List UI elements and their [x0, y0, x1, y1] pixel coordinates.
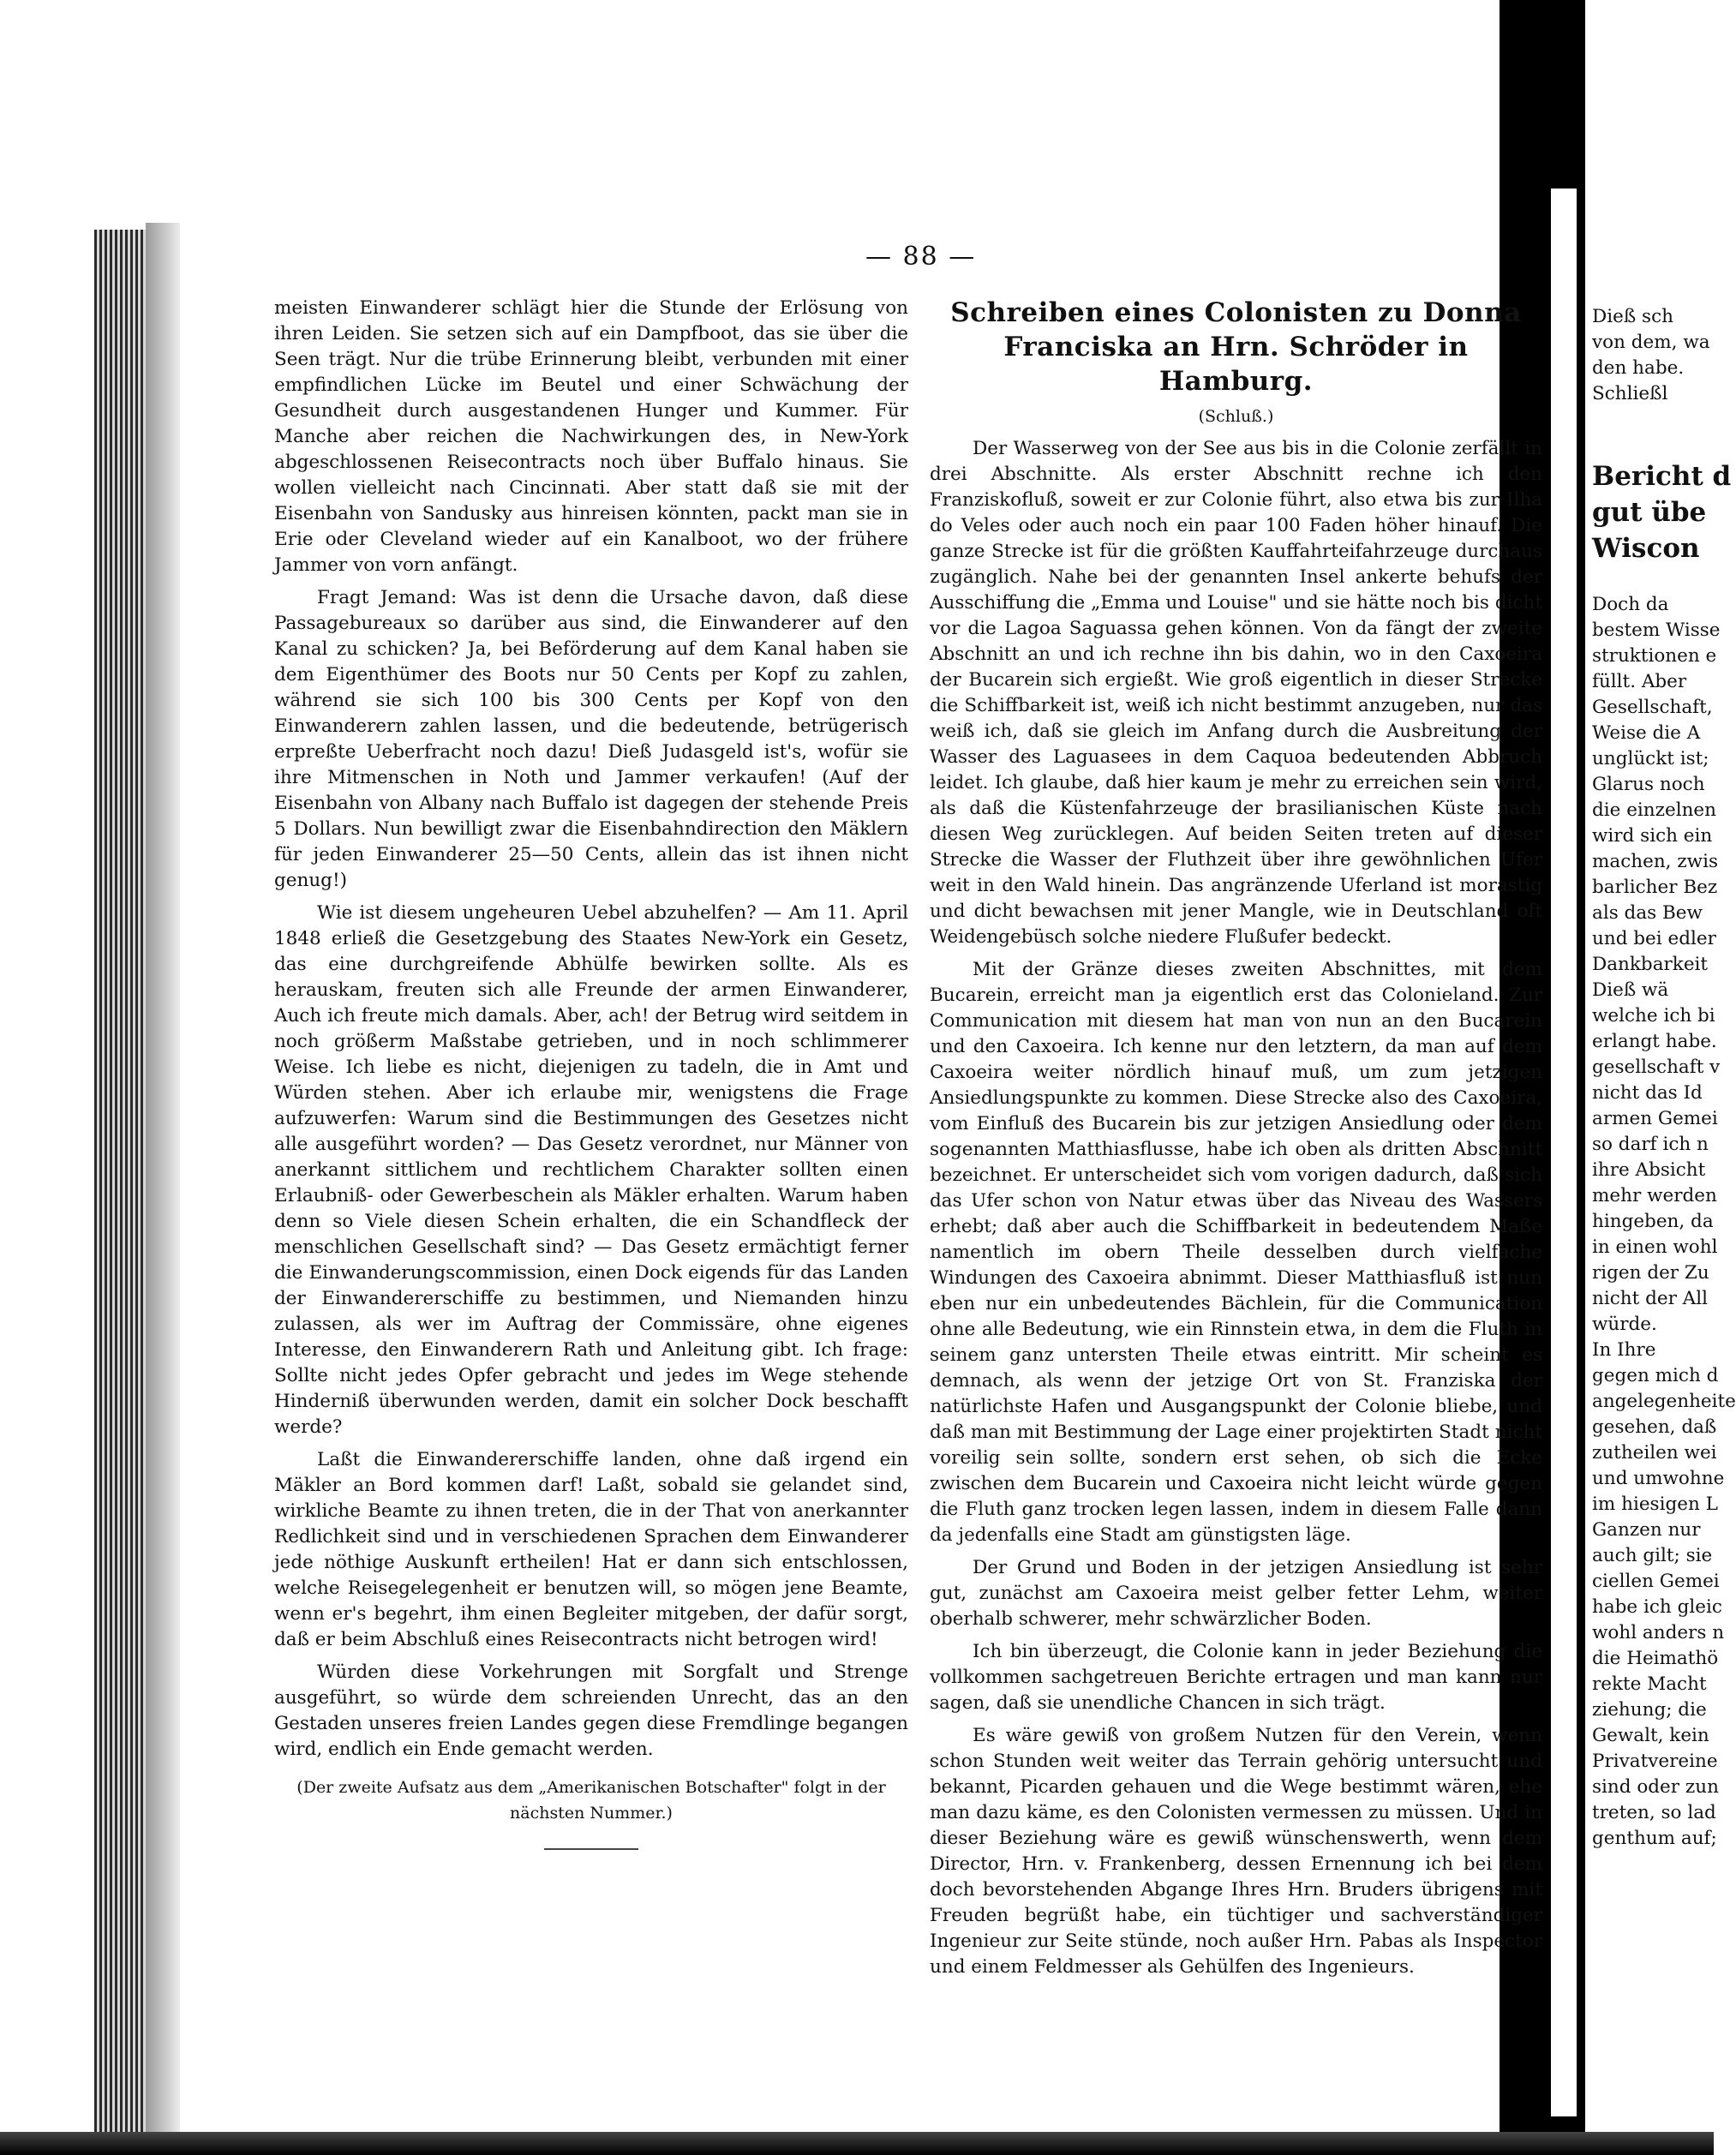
right-column-line: die einzelnen: [1592, 799, 1716, 821]
right-column-line: angelegenheite: [1592, 1391, 1736, 1412]
right-column-line: und bei edler: [1592, 928, 1716, 949]
right-column-line: ihre Absicht: [1592, 1159, 1706, 1181]
right-column-line: barlicher Bez: [1592, 877, 1718, 898]
right-column-line: als das Bew: [1592, 902, 1703, 924]
right-column-line: wird sich ein: [1592, 825, 1713, 847]
left-footnote: (Der zweite Aufsatz aus dem „Amerikanischen Botschafter" folgt in der nächsten Nummer.): [296, 1778, 886, 1823]
left-column: [274, 296, 908, 1850]
right-column-headline-line: Bericht d: [1592, 461, 1732, 492]
right-column-line: Glarus noch: [1592, 774, 1705, 795]
right-column-line: struktionen e: [1592, 645, 1717, 667]
right-column-line: Dieß wä: [1592, 979, 1669, 1001]
right-column-line: Schließl: [1592, 383, 1668, 404]
spine-gap: [1551, 189, 1577, 2116]
right-column-line: rekte Macht: [1592, 1673, 1707, 1695]
right-column-line: im hiesigen L: [1592, 1494, 1718, 1515]
right-column-line: nicht der All: [1592, 1288, 1708, 1309]
right-column-line: Ganzen nur: [1592, 1519, 1701, 1541]
right-column-line: [1592, 407, 1714, 433]
right-column-line: nicht das Id: [1592, 1082, 1703, 1104]
right-column-line: welche ich bi: [1592, 1005, 1715, 1027]
right-column-line: habe ich gleic: [1592, 1596, 1722, 1618]
left-paragraph-5: Würden diese Vorkehrungen mit Sorgfalt und Strenge ausgeführt, so würde dem schreienden Unrecht, das an den Gestaden unseres freien Landes gegen diese Fremdlinge begangen wird, endlich ein Ende gemacht werden.: [274, 1661, 908, 1760]
right-column-line: mehr werden: [1592, 1185, 1717, 1206]
right-column-line: sind oder zun: [1592, 1776, 1719, 1798]
right-column-line: machen, zwis: [1592, 851, 1718, 872]
page-number: — 88 —: [865, 242, 977, 272]
right-column-line: Gewalt, kein: [1592, 1725, 1709, 1746]
right-column-line: Dieß sch: [1592, 306, 1673, 327]
middle-paragraph-2: Mit der Gränze dieses zweiten Abschnittes, mit dem Bucarein, erreicht man ja eigentlich erst das Colonieland. Zur Communication mit diesem hat man von nun an den Bucarein und den Caxoeira. Ich kenne nur den letztern, da man auf dem Caxoeira weiter nördlich hinauf muß, um zum jetzigen Ansiedlungspunkte zu kommen. Diese Strecke also des Caxoeira, vom Einfluß des Bucarein bis zur jetzigen Ansiedlung oder dem sogenannten Matthiasflusse, habe ich oben als dritten Abschnitt bezeichnet. Er unterscheidet sich vom vorigen dadurch, daß sich das Ufer schon von Natur etwas über das Niveau des Wassers erhebt; daß aber auch die Schiffbarkeit in bedeutendem Maße namentlich im obern Theile desselben durch vielfache Windungen des Caxoeira abnimmt. Dieser Matthiasfluß ist nun eben nur ein unbedeutendes Bächlein, für die Communication ohne alle Bedeutung, wie ein Rinnstein etwa, in dem die Fluth in seinem ganz untersten Theile etwas eintritt. Mir scheint es demnach, als wenn der jetzige Ort von St. Franziska der natürlichste Hafen und Ausgangspunkt der Colonie bliebe, und daß man mit Bestimmung der Lage einer projektirten Stadt nicht voreilig sein sollte, sondern erst sehen, ob sich die Ecke zwischen dem Bucarein und Caxoeira nicht leicht würde gegen die Fluth ganz trocken legen lassen, indem in diesem Falle dann da jedenfalls eine Stadt am günstigsten läge.: [930, 959, 1542, 1546]
middle-column: [930, 296, 1542, 1987]
right-column-line: so darf ich n: [1592, 1134, 1709, 1155]
middle-paragraph-1: Der Wasserweg von der See aus bis in die Colonie zerfällt in drei Abschnitte. Als erster Abschnitt rechne ich den Franziskofluß, soweit er zur Colonie führt, also etwa bis zur Ilha do Veles oder auch noch ein paar 100 Faden höher hinauf. Die ganze Strecke ist für die größten Kauffahrteifahrzeuge durchaus zugänglich. Nahe bei der genannten Insel ankerte behufs der Ausschiffung die „Emma und Louise" und sie hätte noch bis dicht vor die Lagoa Saguassa gehen können. Von da fängt der zweite Abschnitt an und ich rechne ihn bis dahin, wo in den Caxoeira der Bucarein sich ergießt. Wie groß eigentlich in dieser Strecke die Schiffbarkeit ist, weiß ich nicht bestimmt anzugeben, nur das weiß ich, daß sie gleich im Anfang durch die Ausbreitung der Wasser des Laguasees in dem Caquoa bedeutenden Abbruch leidet. Ich glaube, daß hier kaum je mehr zu erreichen sein wird, als daß die Küstenfahrzeuge der brasilianischen Küste nach diesen Weg zurücklegen. Auf beiden Seiten treten auf dieser Strecke die Wasser der Fluthzeit über ihre gewöhnlichen Ufer weit in den Wald hinein. Das angränzende Uferland ist morastig und dicht bewachsen mit jener Mangle, wie in Deutschland oft Weidengebüsch solche niedere Flußufer bedeckt.: [930, 438, 1542, 948]
right-column-line: treten, so lad: [1592, 1802, 1716, 1823]
right-column-line: genthum auf;: [1592, 1828, 1717, 1849]
page-gutter-shadow: [146, 223, 180, 2151]
right-column-line: unglückt ist;: [1592, 748, 1709, 769]
right-column-line: In Ihre: [1592, 1339, 1656, 1361]
article-headline: Schreiben eines Colonisten zu Donna Franciska an Hrn. Schröder in Hamburg.: [950, 297, 1522, 397]
middle-paragraph-4: Ich bin überzeugt, die Colonie kann in jeder Beziehung die vollkommen sachgetreuen Berichte ertragen und man kann nur sagen, daß sie unendliche Chancen in sich trägt.: [930, 1641, 1542, 1714]
section-divider: [544, 1848, 638, 1850]
right-column-line: Gesellschaft,: [1592, 697, 1713, 718]
right-column-line: würde.: [1592, 1314, 1657, 1335]
right-column-line: auch gilt; sie: [1592, 1545, 1713, 1566]
right-column-line: wohl anders n: [1592, 1622, 1725, 1643]
right-column-line: gegen mich d: [1592, 1365, 1719, 1386]
right-column-line: die Heimathö: [1592, 1648, 1719, 1669]
right-column-line: Doch da: [1592, 594, 1669, 615]
right-column-line: von dem, wa: [1592, 332, 1710, 353]
right-column-line: füllt. Aber: [1592, 671, 1687, 692]
right-column-line: gesellschaft v: [1592, 1057, 1721, 1078]
right-column-line: armen Gemei: [1592, 1108, 1718, 1129]
right-column-line: hingeben, da: [1592, 1211, 1714, 1232]
right-column-line: ziehung; die: [1592, 1699, 1707, 1721]
right-column-line: Weise die A: [1592, 722, 1701, 744]
right-column-line: [1592, 566, 1714, 592]
right-column-headline-line: Wiscon: [1592, 533, 1700, 564]
right-column-line: gesehen, daß: [1592, 1416, 1717, 1438]
book-page-edges: [94, 230, 146, 2149]
left-paragraph-2: Fragt Jemand: Was ist denn die Ursache davon, daß diese Passagebureaux so darüber aus sind, die Einwanderer auf den Kanal zu schicken? Ja, bei Beförderung auf dem Kanal haben sie dem Eigenthümer des Boots nur 50 Cents per Kopf zu zahlen, während sie sich 100 bis 300 Cents per Kopf von den Einwanderern zahlen lassen, und die bedeutende, betrügerisch erpreßte Ueberfracht noch dazu! Dieß Judasgeld ist's, wofür sie ihre Mitmenschen in Noth und Jammer verkaufen! (Auf der Eisenbahn von Albany nach Buffalo ist dagegen der stehende Preis 5 Dollars. Nun bewilligt zwar die Eisenbahndirection den Mäklern für jeden Einwanderer 25—50 Cents, allein das ist ihnen nicht genug!): [274, 587, 908, 891]
left-paragraph-4: Laßt die Einwandererschiffe landen, ohne daß irgend ein Mäkler an Bord kommen darf! Laßt, sobald sie gelandet sind, wirkliche Beamte zu ihnen treten, die in der That von anerkannter Redlichkeit sind und in verschiedenen Sprachen dem Einwanderer jede nöthige Auskunft ertheilen! Hat er dann sich entschlossen, welche Reisegelegenheit er benutzen will, so mögen jene Beamte, wenn er's begehrt, ihm einen Begleiter mitgeben, der dafür sorgt, daß er beim Abschluß eines Reisecontracts nicht betrogen wird!: [274, 1449, 908, 1650]
right-column-line: bestem Wisse: [1592, 620, 1721, 641]
right-column-line: erlangt habe.: [1592, 1031, 1717, 1052]
middle-paragraph-5: Es wäre gewiß von großem Nutzen für den Verein, wenn schon Stunden weit weiter das Terrain gehörig untersucht und bekannt, Picarden gehauen und die Wege bestimmt wären, ehe man dazu käme, es den Colonisten vermessen zu müssen. Und in dieser Beziehung wäre es gewiß wünschenswerth, wenn dem Director, Hrn. v. Frankenberg, dessen Ernennung ich bei dem doch bevorstehenden Abgange Ihres Hrn. Bruders übrigens mit Freuden begrüßt habe, ein tüchtiger und sachverständiger Ingenieur zur Seite stünde, noch außer Hrn. Pabas als Inspector und einem Feldmesser als Gehülfen des Ingenieurs.: [930, 1725, 1542, 1978]
right-column-line: in einen wohl: [1592, 1236, 1718, 1258]
right-column-line: den habe.: [1592, 357, 1685, 379]
right-column-line: Dankbarkeit: [1592, 954, 1709, 975]
right-column-headline-line: gut übe: [1592, 497, 1707, 528]
right-column-line: [1592, 433, 1714, 458]
right-column-line: zutheilen wei: [1592, 1442, 1717, 1464]
middle-paragraph-3: Der Grund und Boden in der jetzigen Ansiedlung ist sehr gut, zunächst am Caxoeira meist gelber fetter Lehm, weiter oberhalb schwerer, mehr schwärzlicher Boden.: [930, 1557, 1542, 1630]
right-column-line: ciellen Gemei: [1592, 1571, 1720, 1592]
article-subhead: (Schluß.): [1198, 407, 1274, 426]
right-column-cropped: [1592, 304, 1736, 1852]
left-paragraph-1: meisten Einwanderer schlägt hier die Stunde der Erlösung von ihren Leiden. Sie setzen sich auf ein Dampfboot, das sie über die Seen trägt. Nur die trübe Erinnerung bleibt, verbunden mit einer empfindlichen Lücke im Beutel und einer Schwächung der Gesundheit durch ausgestandenen Hunger und Kummer. Für Manche aber reichen die Nachwirkungen des, in New-York abgeschlossenen Reisecontracts noch über Buffalo hinaus. Sie wollen vielleicht nach Cincinnati. Aber statt daß sie mit der Eisenbahn von Sandusky aus hinreisen könnten, packt man sie in Erie oder Cleveland wieder auf ein Kanalboot, wo der frühere Jammer von vorn anfängt.: [274, 297, 908, 576]
left-paragraph-3: Wie ist diesem ungeheuren Uebel abzuhelfen? — Am 11. April 1848 erließ die Gesetzgebung des Staates New-York ein Gesetz, das eine durchgreifende Abhülfe bewirken sollte. Als es herauskam, freuten sich alle Freunde der armen Einwanderer, Auch ich freute mich damals. Aber, ach! der Betrug wird seitdem in noch größerm Maßstabe getrieben, und in noch schlimmerer Weise. Ich liebe es nicht, diejenigen zu tadeln, die in Amt und Würden stehen. Aber ich erlaube mir, wenigstens die Frage aufzuwerfen: Warum sind die Bestimmungen des Gesetzes nicht alle ausgeführt worden? — Das Gesetz verordnet, nur Männer von anerkannt sittlichem und rechtlichem Charakter sollten einen Erlaubniß- oder Gewerbeschein als Mäkler erhalten. Warum haben denn so Viele diesen Schein erhalten, die ein Schandfleck der menschlichen Gesellschaft sind? — Das Gesetz ermächtigt ferner die Einwanderungscommission, einen Dock eigends für das Landen der Einwandererschiffe zu bestimmen, und Niemanden hinzu zulassen, als wer im Auftrag der Commissäre, ohne eigenes Interesse, den Einwanderern Rath und Anleitung gibt. Ich frage: Sollte nicht jedes Opfer gebracht und jedes im Wege stehende Hinderniß überwunden werden, damit ein solcher Dock beschafft werde?: [274, 902, 908, 1438]
right-column-line: rigen der Zu: [1592, 1262, 1709, 1284]
bottom-scan-edge: [0, 2132, 1714, 2155]
right-column-line: Privatvereine: [1592, 1751, 1718, 1772]
right-column-line: und umwohne: [1592, 1468, 1725, 1489]
